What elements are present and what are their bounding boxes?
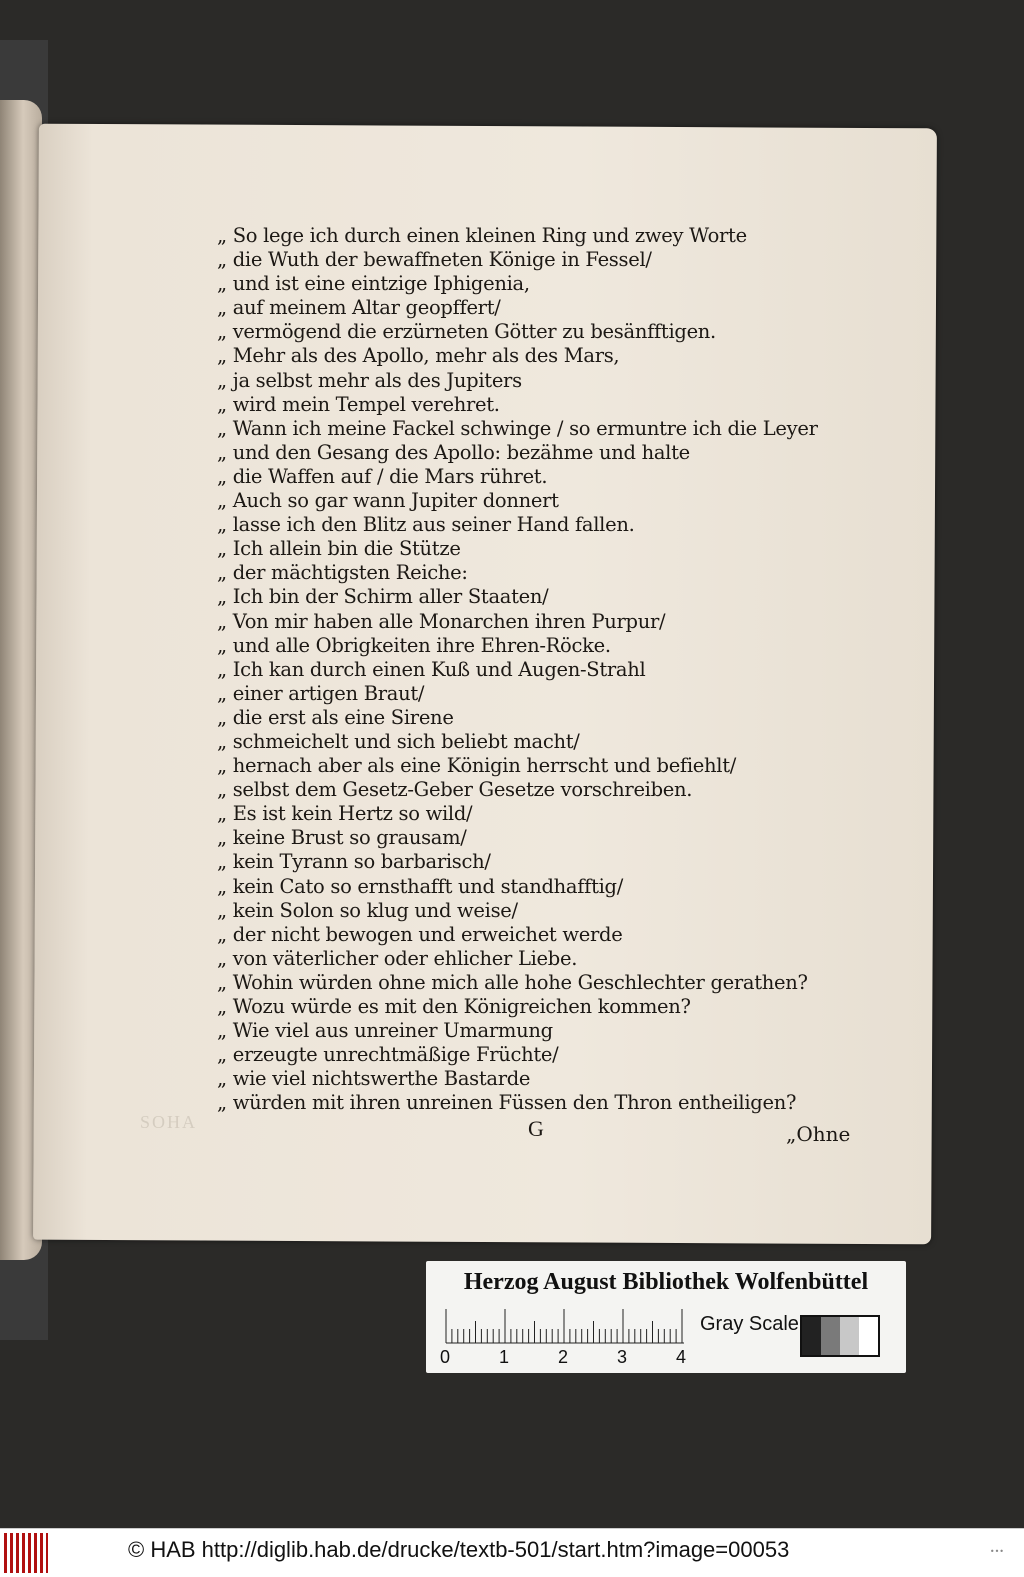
gray-scale-label: Gray Scale	[700, 1313, 799, 1335]
ruler-number: 4	[676, 1347, 687, 1367]
text-line: „ ja selbst mehr als des Jupiters	[217, 368, 522, 392]
text-line: „ kein Solon so klug und weise/	[217, 898, 518, 922]
text-line: „ Wann ich meine Fackel schwinge / so ermuntre ich die Leyer	[217, 416, 818, 440]
text-line: „ würden mit ihren unreinen Füssen den Thron entheiligen?	[217, 1091, 797, 1115]
text-line: „ auf meinem Altar geopffert/	[217, 296, 501, 320]
gray-swatch	[859, 1317, 878, 1355]
text-line: „ So lege ich durch einen kleinen Ring und zwey Worte	[217, 224, 747, 247]
text-line: „ lasse ich den Blitz aus seiner Hand fallen.	[217, 513, 635, 537]
text-line: „ erzeugte unrechtmäßige Früchte/	[217, 1043, 559, 1067]
gray-swatch	[802, 1317, 821, 1355]
text-line: „ Mehr als des Apollo, mehr als des Mars,	[217, 344, 620, 368]
text-line: „ kein Cato so ernsthafft und standhafftig/	[217, 874, 623, 898]
text-line: „ und den Gesang des Apollo: bezähme und halte	[217, 440, 690, 464]
text-line: „ die Wuth der bewaffneten Könige in Fessel/	[217, 248, 652, 272]
signature-mark: G	[528, 1116, 544, 1141]
catchword: „Ohne	[786, 1122, 851, 1146]
text-line: „ von väterlicher oder ehlicher Liebe.	[217, 946, 578, 970]
text-line: „ Es ist kein Hertz so wild/	[217, 802, 473, 826]
gray-swatch	[821, 1317, 840, 1355]
text-line: „ und alle Obrigkeiten ihre Ehren-Röcke.	[217, 633, 611, 657]
text-line: „ Ich kan durch einen Kuß und Augen-Strahl	[217, 657, 646, 681]
text-line: „ schmeichelt und sich beliebt macht/	[217, 729, 580, 753]
text-line: „ Ich bin der Schirm aller Staaten/	[217, 585, 549, 609]
text-line: „ hernach aber als eine Königin herrscht und befiehlt/	[217, 754, 737, 778]
text-line: „ selbst dem Gesetz-Geber Gesetze vorschreiben.	[217, 778, 693, 802]
text-line: „ vermögend die erzürneten Götter zu besänfftigen.	[217, 320, 716, 344]
text-line: „ die Waffen auf / die Mars rühret.	[217, 464, 548, 488]
text-line: „ Wie viel aus unreiner Umarmung	[217, 1019, 553, 1043]
gray-swatch	[840, 1317, 859, 1355]
text-line: „ Von mir haben alle Monarchen ihren Purpur/	[217, 609, 666, 633]
text-line: „ Auch so gar wann Jupiter donnert	[217, 489, 559, 513]
footer-bar	[0, 1528, 1024, 1577]
text-line: „ wie viel nichtswerthe Bastarde	[217, 1067, 531, 1091]
text-line: „ die erst als eine Sirene	[217, 705, 454, 729]
gray-scale-swatches	[800, 1315, 880, 1357]
hab-logo-icon	[4, 1533, 48, 1573]
ruler-scale	[444, 1309, 694, 1345]
ruler-number: 1	[499, 1347, 510, 1367]
ruler-number: 3	[617, 1347, 628, 1367]
text-line: „ Wozu würde es mit den Königreichen kommen?	[217, 995, 691, 1018]
page-text	[217, 224, 817, 1115]
text-line: „ Ich allein bin die Stütze	[217, 537, 461, 561]
text-line: „ kein Tyrann so barbarisch/	[217, 850, 491, 874]
ruler-number: 0	[440, 1347, 451, 1367]
text-line: „ der nicht bewogen und erweichet werde	[217, 922, 623, 946]
ruler-number: 2	[558, 1347, 569, 1367]
text-line: „ einer artigen Braut/	[217, 681, 425, 705]
text-line: „ und ist eine eintzige Iphigenia,	[217, 272, 530, 296]
bleed-through-text: SOHA	[140, 1112, 198, 1132]
text-line: „ der mächtigsten Reiche:	[217, 561, 468, 585]
text-line: „ wird mein Tempel verehret.	[217, 392, 500, 416]
text-line: „ keine Brust so grausam/	[217, 826, 467, 850]
footer-url[interactable]: © HAB http://diglib.hab.de/drucke/textb-501/start.htm?image=00053	[128, 1537, 790, 1562]
scale-card	[426, 1261, 906, 1373]
library-title: Herzog August Bibliothek Wolfenbüttel	[463, 1269, 869, 1295]
text-line: „ Wohin würden ohne mich alle hohe Geschlechter gerathen?	[217, 970, 808, 994]
footer-dots: •••	[989, 1547, 1004, 1556]
